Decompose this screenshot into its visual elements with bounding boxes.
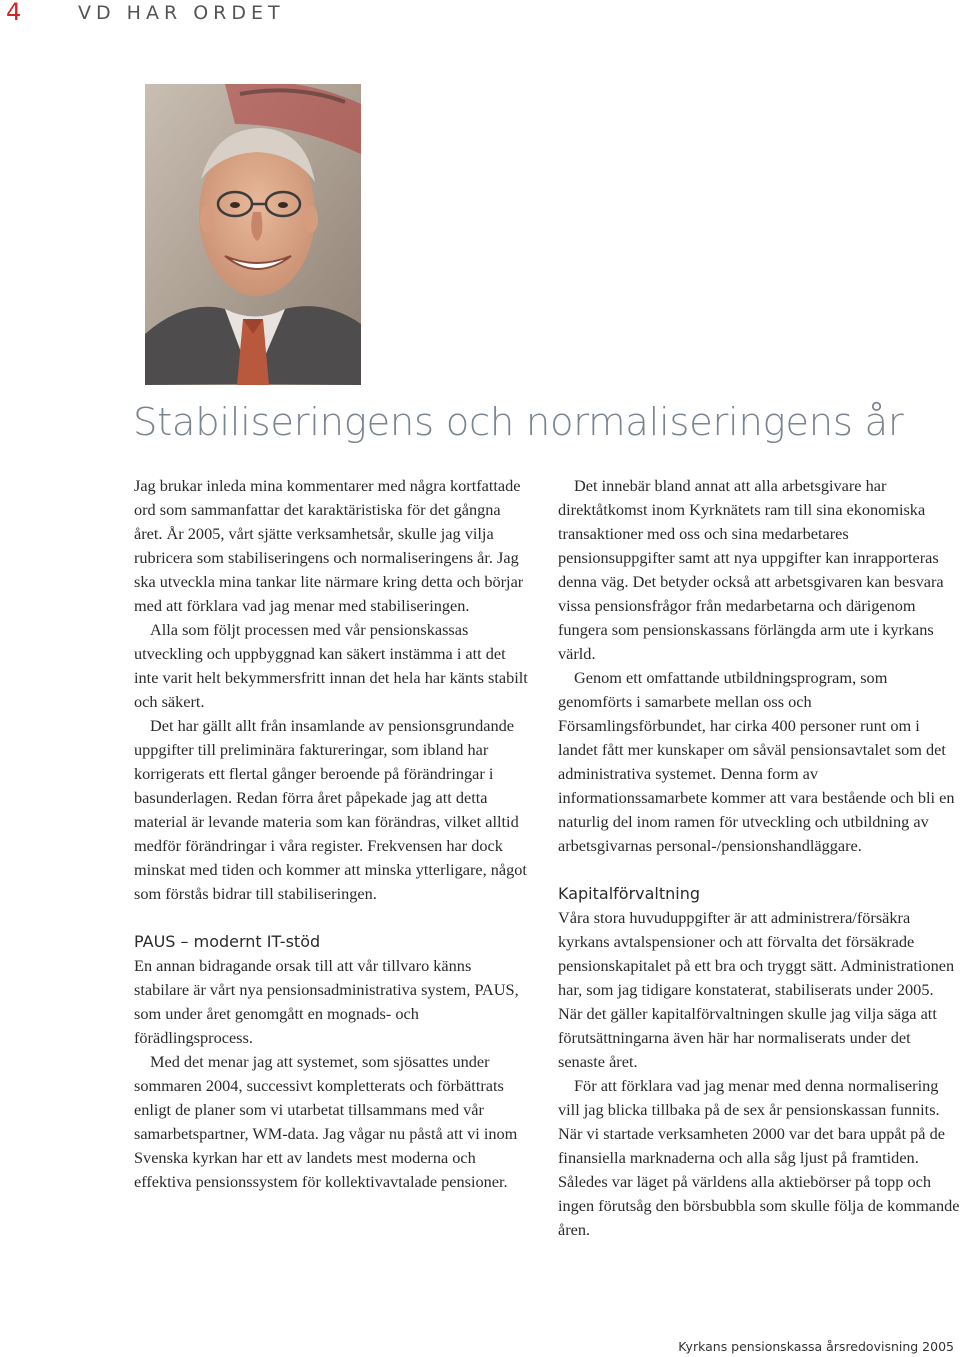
left-column <box>134 474 530 1194</box>
paragraph: Det har gällt allt från insamlande av pensionsgrundande uppgifter till preliminära faktureringar, som ibland har korrigerats ett flertal gånger beroende på förändringar i basunderlagen. Redan förra året påpekade jag att detta material är levande materia som kan förändras, vilket alltid medför förändringar i våra register. Frekvensen har dock minskat med tiden och kommer att minska ytterligare, något som förstås bidrar till stabiliseringen. <box>134 716 527 903</box>
paragraph: Jag brukar inleda mina kommentarer med några kortfattade ord som sammanfattar det karaktäristiska för det gångna året. År 2005, vårt sjätte verksamhetsår, skulle jag vilja rubricera som stabiliseringens och normaliseringens år. Jag ska utveckla mina tankar lite närmare kring detta och börjar med att förklara vad jag menar med stabiliseringen. <box>134 476 524 615</box>
portrait-photo <box>145 84 361 385</box>
portrait-image <box>145 84 361 385</box>
section-title: VD HAR ORDET <box>78 2 285 24</box>
right-column <box>558 474 960 1242</box>
paragraph: Alla som följt processen med vår pensionskassas utveckling och uppbyggnad kan säkert instämma i att det inte varit helt bekymmersfritt innan det hela har känts stabilt och säkert. <box>134 620 528 711</box>
paragraph: Våra stora huvuduppgifter är att administrera/försäkra kyrkans avtalspensioner och att förvalta det försäkrade pensionskapitalet på ett bra och tryggt sätt. Administrationen har, som jag tidigare konstaterat, stabiliserats under 2005. När det gäller kapitalförvaltningen skulle jag vilja säga att förutsättningarna även här har normaliserats under det senaste året. <box>558 908 955 1071</box>
subheading-kapitalforvaltning: Kapitalförvaltning <box>558 884 701 903</box>
footer-publication: Kyrkans pensionskassa årsredovisning 2005 <box>678 1339 954 1354</box>
subheading-paus: PAUS – modernt IT-stöd <box>134 932 321 951</box>
paragraph: Det innebär bland annat att alla arbetsgivare har direktåtkomst inom Kyrknätets ram till sina ekonomiska transaktioner med oss och sina medarbetares pensionsuppgifter samt att nya uppgifter kan inrapporteras denna väg. Det betyder också att arbetsgivaren kan besvara vissa pensionsfrågor från medarbetarna och därigenom fungera som pensionskassans förlängda arm ute i kyrkans värld. <box>558 476 944 663</box>
paragraph: Genom ett omfattande utbildningsprogram, som genomförts i samarbete mellan oss och Församlingsförbundet, har cirka 400 personer runt om i landet fått mer kunskaper om såväl pensionsavtalet som det administrativa systemet. Denna form av informationssamarbete kommer att vara bestående och bli en naturlig del inom ramen för utveckling och utbildning av arbetsgivarnas personal-/pensionshandläggare. <box>558 668 955 855</box>
page-number: 4 <box>6 0 22 26</box>
paragraph: För att förklara vad jag menar med denna normalisering vill jag blicka tillbaka på de sex år pensionskassan funnits. När vi startade verksamheten 2000 var det bara uppåt på de finansiella marknaderna och alla såg ljust på framtiden. Således var läget på världens alla aktiebörser på topp och ingen förutsåg den börsbubbla som skulle följa de kommande åren. <box>558 1076 960 1239</box>
headline: Stabiliseringens och normaliseringens år <box>133 400 904 445</box>
paragraph: Med det menar jag att systemet, som sjösattes under sommaren 2004, successivt kompletterats och förbättrats enligt de planer som vi utarbetat tillsammans med vår samarbetspartner, WM-data. Jag vågar nu påstå att vi inom Svenska kyrkan har ett av landets mest moderna och effektiva pensionssystem för kollektivavtalade pensioner. <box>134 1052 518 1191</box>
paragraph: En annan bidragande orsak till att vår tillvaro känns stabilare är vårt nya pensionsadministrativa system, PAUS, som under året genomgått en mognads- och förädlingsprocess. <box>134 956 519 1047</box>
